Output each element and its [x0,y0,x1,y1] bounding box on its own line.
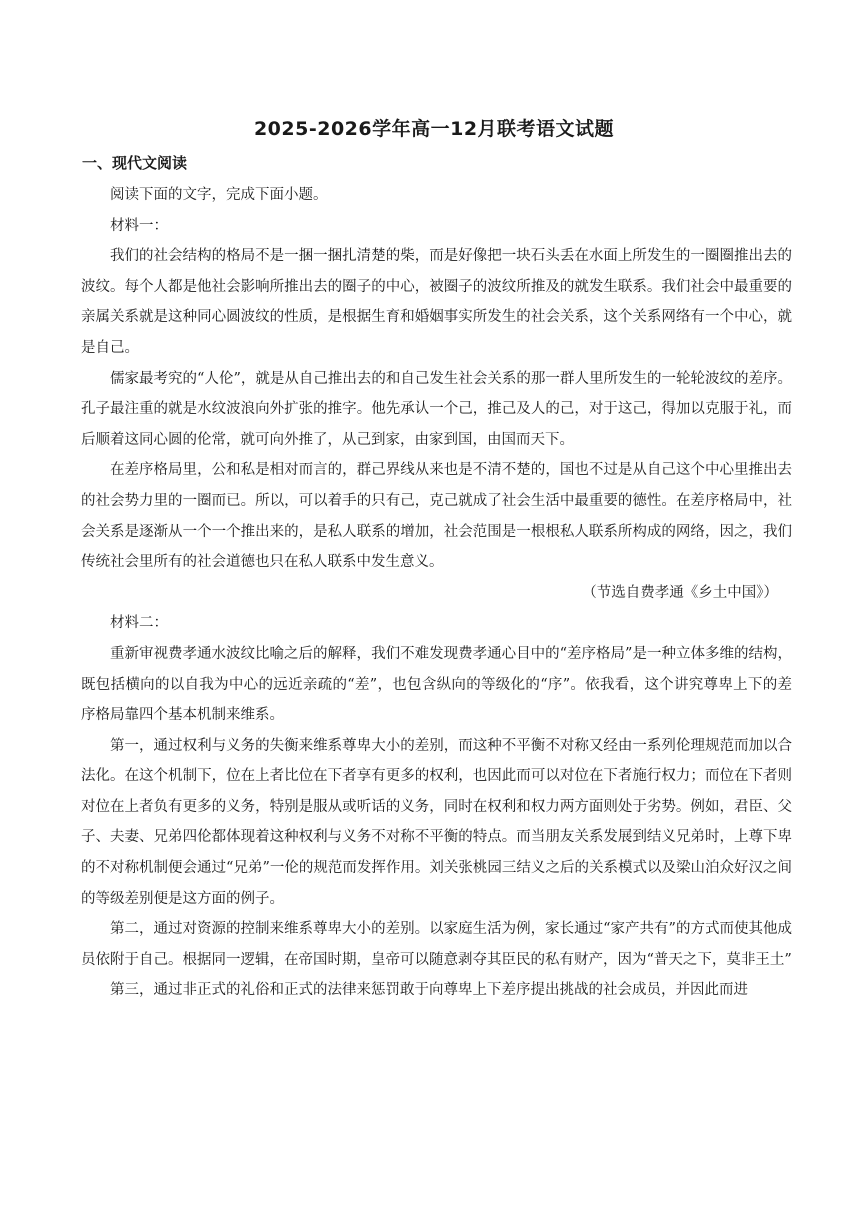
material1-label: 材料一： [110,217,168,234]
material1-source: （节选自费孝通《乡土中国》） [582,584,778,601]
material1-paragraph: 在差序格局里，公和私是相对而言的，群己界线从来也是不清不楚的，国也不过是从自己这个中心里推出去的社会势力里的一圈而已。所以，可以着手的只有己，克己就成了社会生活中最重要的德性。在差序格局中，社会关系是逐渐从一个一个推出来的，是私人联系的增加，社会范围是一根根私人联系所构成的网络，因之，我们传统社会里所有的社会道德也只在私人联系中发生意义。 [81,462,792,571]
material2-paragraph: 第三，通过非正式的礼俗和正式的法律来惩罚敢于向尊卑上下差序提出挑战的社会成员，并因此而进 [110,982,748,999]
material2-paragraph: 重新审视费孝通水波纹比喻之后的解释，我们不难发现费孝通心目中的“差序格局”是一种立体多维的结构，既包括横向的以自我为中心的远近亲疏的“差”，也包含纵向的等级化的“序”。依我看，这个讲究尊卑上下的差序格局靠四个基本机制来维系。 [81,645,792,724]
instruction-text: 阅读下面的文字，完成下面小题。 [110,187,328,203]
page-title: 2025-2026学年高一12月联考语文试题 [253,118,615,140]
material1-paragraph: 我们的社会结构的格局不是一捆一捆扎清楚的柴，而是好像把一块石头丢在水面上所发生的一圈圈推出去的波纹。每个人都是他社会影响所推出去的圈子的中心，被圈子的波纹所推及的就发生联系。我们社会中最重要的亲属关系就是这种同心圆波纹的性质，是根据生育和婚姻事实所发生的社会关系，这个关系网络有一个中心，就是自己。 [81,248,792,356]
section-heading: 一、现代文阅读 [82,154,188,172]
material2-paragraph: 第二，通过对资源的控制来维系尊卑大小的差别。以家庭生活为例，家长通过“家产共有”的方式而使其他成员依附于自己。根据同一逻辑，在帝国时期，皇帝可以随意剥夺其臣民的私有财产，因为“普天之下，莫非王土” [81,921,792,968]
material2-paragraph: 第一，通过权利与义务的失衡来维系尊卑大小的差别，而这种不平衡不对称又经由一系列伦理规范而加以合法化。在这个机制下，位在上者比位在下者享有更多的权利，也因此而可以对位在下者施行权力；而位在下者则对位在上者负有更多的义务，特别是服从或听话的义务，同时在权利和权力两方面则处于劣势。例如，君臣、父子、夫妻、兄弟四伦都体现着这种权利与义务不对称不平衡的特点。而当朋友关系发展到结义兄弟时，上尊下卑的不对称机制便会通过“兄弟”一伦的规范而发挥作用。刘关张桃园三结义之后的关系模式以及梁山泊众好汉之间的等级差别便是这方面的例子。 [81,737,792,907]
document-body [81,180,792,1006]
material1-paragraph: 儒家最考究的“人伦”，就是从自己推出去的和自己发生社会关系的那一群人里所发生的一轮轮波纹的差序。孔子最注重的就是水纹波浪向外扩张的推字。他先承认一个己，推己及人的己，对于这己，得加以克服于礼，而后顺着这同心圆的伦常，就可向外推了，从己到家，由家到国，由国而天下。 [81,370,792,448]
material2-label: 材料二： [110,615,168,632]
